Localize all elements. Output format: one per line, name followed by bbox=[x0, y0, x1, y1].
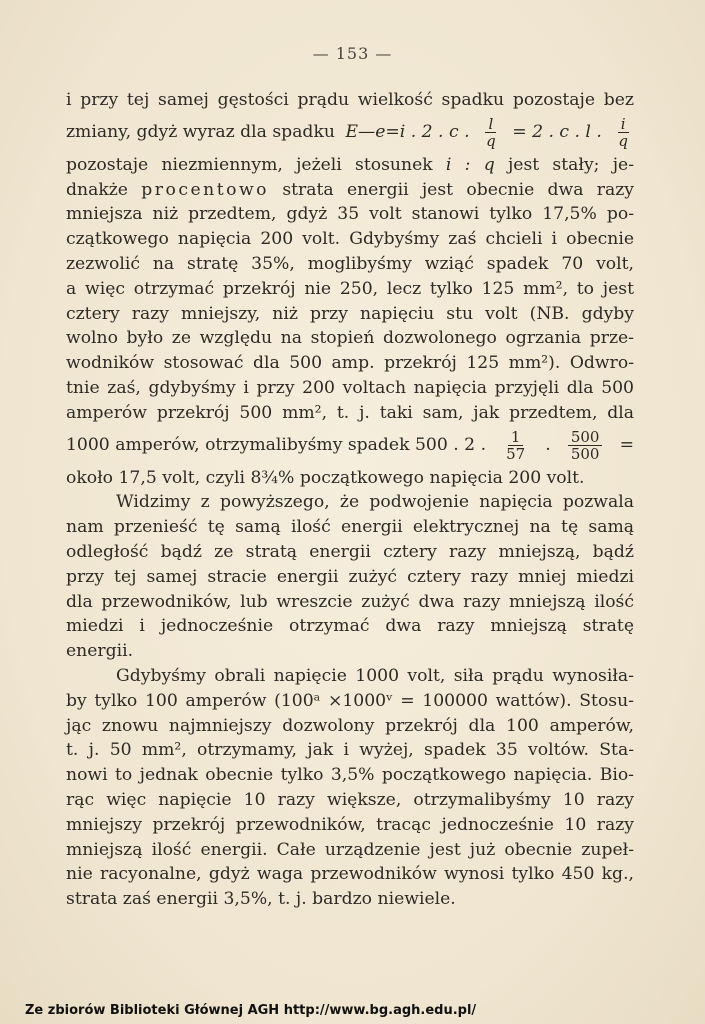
paragraph-start-line: Gdybyśmy obrali napięcie 1000 volt, siła prądu wynosiła- bbox=[116, 665, 634, 686]
page-number-header: — 153 — bbox=[312, 44, 393, 63]
text-line: wolno było ze względu na stopień dozwolonego ogrzania prze- bbox=[66, 328, 634, 349]
page-body-text bbox=[66, 88, 634, 912]
text-line: a więc otrzymać przekrój nie 250, lecz tylko 125 mm², to jest bbox=[66, 278, 634, 299]
fraction-denominator: q bbox=[486, 132, 496, 151]
text-segment: dnakże bbox=[66, 179, 128, 200]
fraction-l-over-q bbox=[483, 116, 499, 149]
text-line bbox=[66, 153, 634, 178]
formula-equals: = bbox=[619, 435, 634, 456]
text-segment: pozostaje niezmiennym, jeżeli stosunek bbox=[66, 154, 433, 175]
text-line: cztery razy mniejszy, niż przy napięciu stu volt (NB. gdyby bbox=[66, 303, 634, 324]
text-line: około 17,5 volt, czyli 8¾% początkowego napięcia 200 volt. bbox=[66, 467, 585, 488]
fraction-numerator: l bbox=[485, 116, 496, 133]
formula-lead-text: 1000 amperów, otrzymalibyśmy spadek 500 . 2 . bbox=[66, 435, 487, 456]
text-line: nie racyonalne, gdyż waga przewodników wynosi tylko 450 kg., bbox=[66, 864, 634, 885]
formula-middle: = 2 . c . l . bbox=[512, 122, 602, 143]
text-line: mniejsza niż przedtem, gdyż 35 volt stanowi tylko 17,5% po- bbox=[66, 204, 634, 225]
text-line: i przy tej samej gęstości prądu wielkość spadku pozostaje bez bbox=[66, 90, 634, 110]
text-segment: strata energii jest obecnie dwa razy bbox=[282, 179, 635, 200]
formula-dot: . bbox=[545, 435, 551, 456]
fraction-denominator: 57 bbox=[506, 445, 526, 464]
formula-lead-text: zmiany, gdyż wyraz dla spadku bbox=[66, 122, 335, 143]
text-line: nam przenieść tę samą ilość energii elektrycznej na tę samą bbox=[66, 517, 634, 538]
text-line: czątkowego napięcia 200 volt. Gdybyśmy zaś chcieli i obecnie bbox=[66, 229, 634, 250]
paragraph-start-line: Widzimy z powyższego, że podwojenie napięcia pozwala bbox=[116, 492, 634, 513]
text-line: tnie zaś, gdybyśmy i przy 200 voltach napięcia przyjęli dla 500 bbox=[66, 377, 634, 398]
fraction-1-over-57 bbox=[503, 429, 528, 462]
spaced-emphasis: procentowo bbox=[141, 179, 270, 200]
text-line: dla przewodników, lub wreszcie zużyć dwa razy mniejszą ilość bbox=[66, 591, 634, 612]
text-line: mniejszą ilość energii. Całe urządzenie jest już obecnie zupeł- bbox=[66, 839, 634, 860]
text-line: zezwolić na stratę 35%, moglibyśmy wziąć spadek 70 volt, bbox=[66, 253, 634, 274]
fraction-denominator: 500 bbox=[570, 445, 600, 464]
text-line: nowi to jednak obecnie tylko 3,5% początkowego napięcia. Bio- bbox=[66, 765, 634, 786]
text-line: jąc znowu najmniejszy dozwolony przekrój dla 100 amperów, bbox=[66, 715, 634, 736]
text-line bbox=[66, 178, 634, 203]
text-line: wodników stosować dla 500 amp. przekrój 125 mm²). Odwro- bbox=[66, 353, 634, 374]
fraction-i-over-q bbox=[615, 116, 631, 149]
text-line: energii. bbox=[66, 641, 134, 662]
text-line: amperów przekrój 500 mm², t. j. taki sam, jak przedtem, dla bbox=[66, 402, 634, 423]
ratio-expression: i : q bbox=[445, 154, 495, 175]
text-segment: jest stały; je- bbox=[507, 154, 635, 175]
formula-line-2 bbox=[66, 426, 634, 466]
text-line: strata zaś energii 3,5%, t. j. bardzo niewiele. bbox=[66, 889, 456, 910]
fraction-numerator: i bbox=[618, 116, 629, 133]
text-line: odległość bądź ze stratą energii cztery razy mniejszą, bądź bbox=[66, 541, 634, 562]
fraction-numerator: 500 bbox=[568, 429, 603, 446]
formula-expression: E—e=i . 2 . c . bbox=[345, 122, 470, 143]
text-line: by tylko 100 amperów (100ᵃ ×1000ᵛ = 100000 wattów). Stosu- bbox=[66, 690, 634, 711]
fraction-500-over-500 bbox=[568, 429, 603, 462]
formula-line-1 bbox=[66, 113, 634, 153]
text-line: rąc więc napięcie 10 razy większe, otrzymalibyśmy 10 razy bbox=[66, 789, 634, 810]
fraction-numerator: 1 bbox=[508, 429, 524, 446]
library-source-footer: Ze zbiorów Biblioteki Głównej AGH http://www.bg.agh.edu.pl/ bbox=[25, 1003, 477, 1018]
text-line: miedzi i jednocześnie otrzymać dwa razy mniejszą stratę bbox=[66, 616, 634, 637]
text-line: t. j. 50 mm², otrzymamy, jak i wyżej, spadek 35 voltów. Sta- bbox=[66, 740, 634, 761]
text-line: mniejszy przekrój przewodników, tracąc jednocześnie 10 razy bbox=[66, 814, 634, 835]
text-line: przy tej samej stracie energii zużyć cztery razy mniej miedzi bbox=[66, 566, 634, 587]
fraction-denominator: q bbox=[618, 132, 628, 151]
